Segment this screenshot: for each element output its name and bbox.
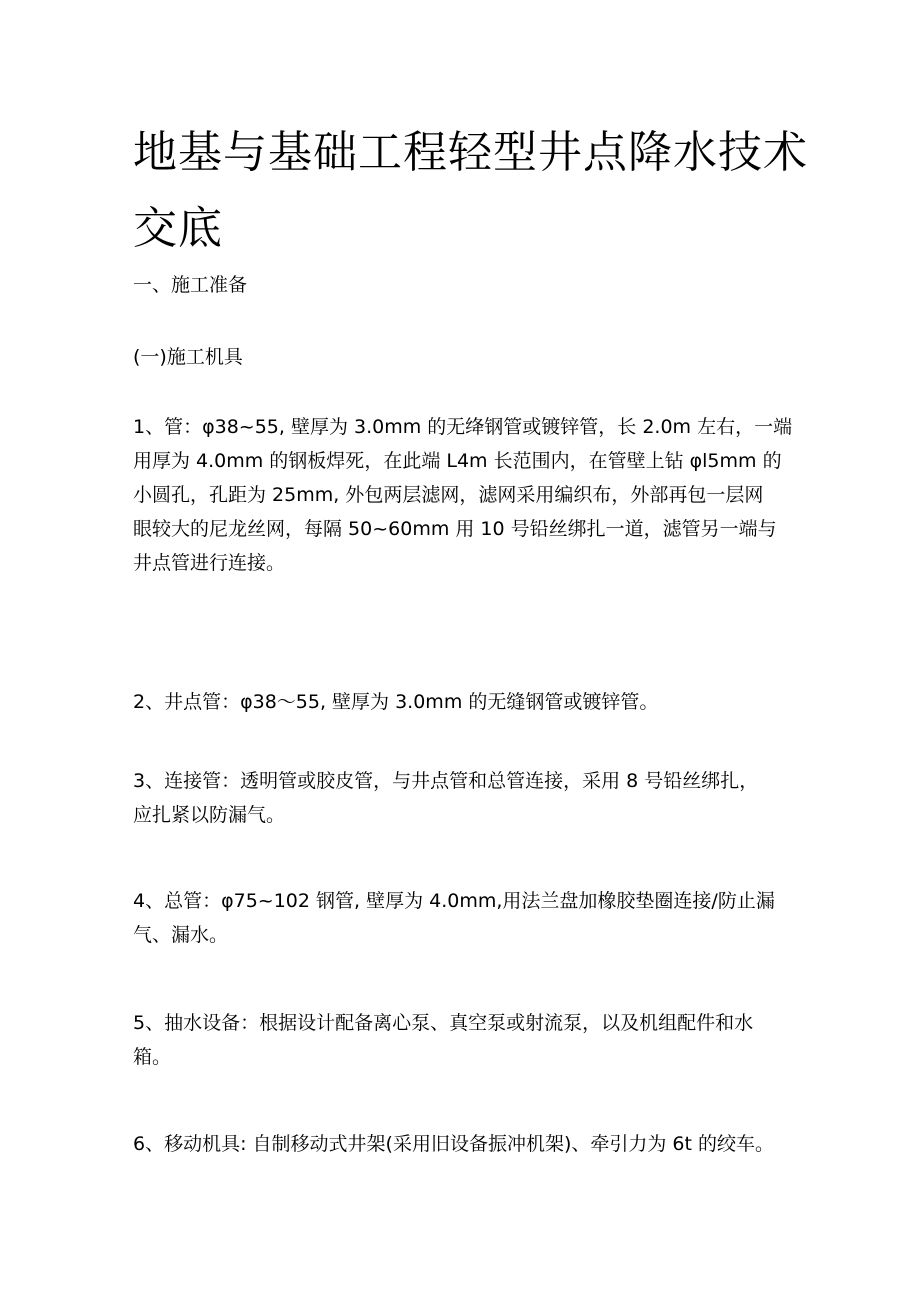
section-heading-construction-preparation: 一、施工准备 bbox=[133, 274, 248, 296]
text-line: 箱。 bbox=[133, 1046, 172, 1068]
text-line: 5、抽水设备：根据设计配备离心泵、真空泵或射流泵，以及机组配件和水 bbox=[133, 1012, 754, 1034]
item-filter-pipe bbox=[133, 410, 798, 580]
item-pumping-equipment bbox=[133, 1006, 798, 1074]
text-line: 气、漏水。 bbox=[133, 924, 229, 946]
item-main-pipe bbox=[133, 884, 798, 952]
text-line: 井点管进行连接。 bbox=[133, 552, 286, 574]
item-well-point-pipe bbox=[133, 685, 798, 719]
text-line: 应扎紧以防漏气。 bbox=[133, 804, 286, 826]
text-line: 眼较大的尼龙丝网，每隔 50~60mm 用 10 号铅丝绑扎一道，滤管另一端与 bbox=[133, 518, 777, 540]
document-title bbox=[133, 115, 808, 267]
text-line: 3、连接管：透明管或胶皮管，与井点管和总管连接，采用 8 号铅丝绑扎， bbox=[133, 770, 759, 792]
text-line: 2、井点管：φ38～55, 壁厚为 3.0mm 的无缝钢管或镀锌管。 bbox=[133, 691, 659, 713]
text-line: 小圆孔，孔距为 25mm, 外包两层滤网，滤网采用编织布，外部再包一层网 bbox=[133, 484, 764, 506]
subsection-heading-construction-machinery: (一)施工机具 bbox=[133, 346, 243, 368]
item-connecting-pipe bbox=[133, 764, 798, 832]
text-line: 1、管：φ38~55, 壁厚为 3.0mm 的无绛钢管或镀锌管，长 2.0m 左右，一端 bbox=[133, 416, 793, 438]
title-line-1: 地基与基础工程轻型井点降水技术 bbox=[133, 127, 808, 178]
text-line: 用厚为 4.0mm 的钢板焊死，在此端 L4m 长范围内，在管壁上钻 φl5mm 的 bbox=[133, 450, 782, 472]
item-mobile-machinery bbox=[133, 1127, 798, 1161]
title-line-2: 交底 bbox=[133, 203, 223, 254]
text-line: 6、移动机具: 自制移动式井架(采用旧设备振冲机架)、牵引力为 6t 的绞车。 bbox=[133, 1133, 774, 1155]
text-line: 4、总管：φ75~102 钢管, 壁厚为 4.0mm,用法兰盘加橡胶垫圈连接/防止漏 bbox=[133, 890, 775, 912]
